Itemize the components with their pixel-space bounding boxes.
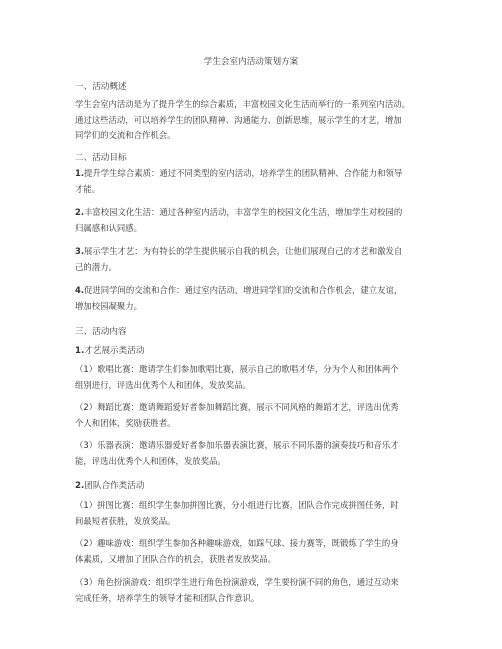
activity-text: （1）拼图比赛：组织学生参加拼图比赛，分小组进行比赛，团队合作完成拼图任务，时 — [75, 500, 399, 510]
section-heading-content: 三、活动内容 — [75, 327, 127, 337]
goal-text: 提升学生综合素质：通过不同类型的室内活动，培养学生的团队精神、合作能力和领导 — [84, 168, 403, 178]
goal-number: 4. — [75, 285, 85, 295]
activity-text: 体素质，又增加了团队合作的机会，获胜者发放奖品。 — [75, 553, 276, 564]
activity-text: （2）趣味游戏：组织学生参加各种趣味游戏，如踩气球、接力赛等，既锻炼了学生的身 — [75, 538, 399, 548]
activity-text: 能，评选出优秀个人和团体，发放奖品。 — [75, 455, 226, 466]
goal-number: 2. — [75, 207, 85, 217]
section-heading-goals: 二、活动目标 — [75, 153, 127, 163]
activity-text: 完成任务，培养学生的领导才能和团队合作意识。 — [75, 592, 260, 603]
subsection-title: 团队合作类活动 — [84, 481, 145, 491]
paragraph-line: 通过这些活动，可以培养学生的团队精神、沟通能力、创新思维，展示学生的才艺，增加 — [75, 114, 402, 125]
goal-item — [75, 283, 431, 314]
subsection-number: 2. — [75, 481, 85, 491]
goal-number: 3. — [75, 246, 85, 256]
activity-text: （3）角色扮演游戏：组织学生进行角色扮演游戏，学生要扮演不同的角色，通过互动来 — [75, 577, 399, 587]
paragraph-line: 学生会室内活动是为了提升学生的综合素质，丰富校园文化生活而举行的一系列室内活动。 — [75, 99, 410, 109]
goal-item — [75, 244, 431, 275]
subsection-heading — [75, 345, 144, 357]
subsection-number: 1. — [75, 346, 85, 356]
activity-item — [75, 362, 431, 393]
goal-number: 1. — [75, 168, 85, 178]
goal-text: 展示学生才艺：为有特长的学生提供展示自我的机会，让他们展现自己的才艺和激发自 — [84, 246, 403, 256]
goal-text: 己的潜力。 — [75, 261, 117, 272]
activity-text: 间最短者获胜，发放奖品。 — [75, 515, 176, 526]
goal-text: 增加校园凝聚力。 — [75, 300, 142, 311]
activity-text: （1）歌唱比赛：邀请学生们参加歌唱比赛，展示自己的歌唱才华，分为个人和团体两个 — [75, 364, 399, 374]
subsection-title: 才艺展示类活动 — [84, 346, 145, 356]
activity-item — [75, 400, 431, 431]
goal-text: 丰富校园文化生活：通过各种室内活动，丰富学生的校园文化生活，增加学生对校园的 — [84, 207, 403, 217]
activity-item — [75, 438, 431, 469]
goal-text: 归属感和认同感。 — [75, 222, 142, 233]
section-heading-overview: 一、活动概述 — [75, 82, 127, 92]
goal-item — [75, 166, 431, 197]
paragraph-line: 同学们的交流和合作机会。 — [75, 130, 176, 140]
activity-text: （3）乐器表演：邀请乐器爱好者参加乐器表演比赛，展示不同乐器的演奏技巧和音乐才 — [75, 440, 399, 450]
activity-text: 个人和团体，奖励获胜者。 — [75, 417, 176, 428]
activity-item — [75, 575, 431, 606]
goal-text: 才能。 — [75, 183, 101, 194]
activity-item — [75, 536, 431, 567]
activity-text: （2）舞蹈比赛：邀请舞蹈爱好者参加舞蹈比赛，展示不同风格的舞蹈才艺，评选出优秀 — [75, 402, 399, 412]
overview-paragraph — [75, 97, 431, 144]
goal-item — [75, 205, 431, 236]
document-title: 学生会室内活动策划方案 — [203, 57, 299, 67]
activity-text: 组别进行，评选出优秀个人和团体，发放奖品。 — [75, 379, 251, 390]
activity-item — [75, 498, 431, 529]
subsection-heading — [75, 480, 144, 492]
goal-text: 促进同学间的交流和合作：通过室内活动，增进同学们的交流和合作机会，建立友谊， — [84, 285, 403, 295]
